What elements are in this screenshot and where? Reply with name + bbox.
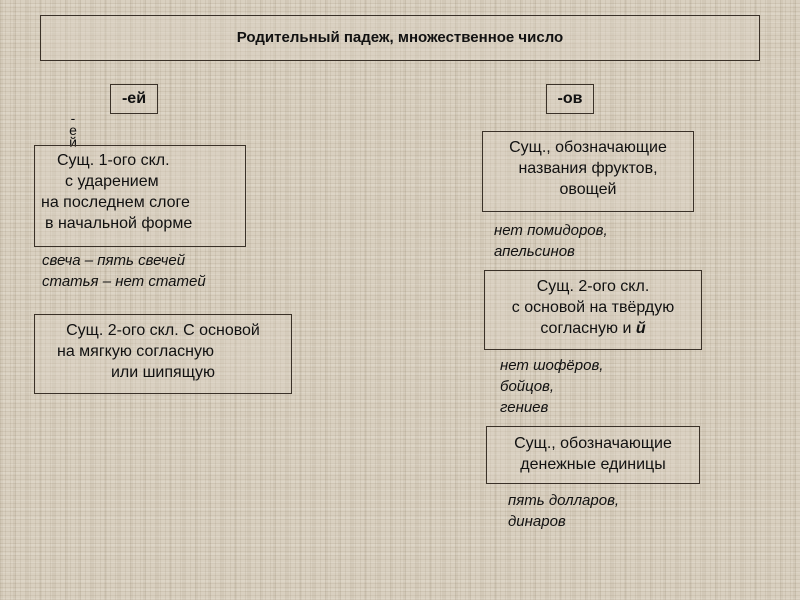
example-line: бойцов,	[500, 378, 555, 395]
rule-line: с ударением	[65, 173, 159, 190]
rule-line: Сущ. 2-ого скл.	[536, 278, 650, 295]
rule-line: денежные единицы	[520, 456, 666, 473]
rule-line-with-letter	[485, 318, 701, 339]
example-line: нет шофёров,	[500, 357, 604, 374]
vertical-ending-marker	[66, 112, 80, 148]
example-line: гениев	[500, 399, 549, 416]
example-line: динаров	[508, 513, 566, 530]
ending-ey-label: -ей	[110, 84, 158, 114]
examples-currency-units	[508, 490, 619, 532]
rule-line: Сущ., обозначающие	[514, 435, 672, 452]
rule-line: или шипящую	[110, 364, 216, 381]
rule-box-second-declension-hard	[484, 270, 702, 350]
example-line: апельсинов	[494, 243, 575, 260]
vertical-marker-char: -	[70, 110, 76, 126]
rule-box-second-declension-soft	[34, 314, 292, 394]
examples-first-declension	[42, 250, 206, 292]
example-line: свеча – пять свечей	[42, 252, 186, 269]
example-line: статья – нет статей	[42, 273, 206, 290]
rule-line-text: согласную и	[540, 320, 636, 337]
rule-box-fruits-vegetables	[482, 131, 694, 212]
rule-line: названия фруктов,	[518, 160, 658, 177]
vertical-marker-char: й	[69, 134, 77, 150]
rule-line: на последнем слоге	[41, 194, 190, 211]
slide-title: Родительный падеж, множественное число	[40, 15, 760, 61]
rule-line: Сущ., обозначающие	[509, 139, 667, 156]
vertical-marker-char: е	[69, 122, 77, 138]
rule-line: на мягкую согласную	[57, 343, 214, 360]
rule-box-currency-units	[486, 426, 700, 484]
examples-fruits-vegetables	[494, 220, 608, 262]
rule-line: Сущ. 1-ого скл.	[57, 152, 170, 169]
example-line: нет помидоров,	[494, 222, 608, 239]
rule-line: в начальной форме	[45, 215, 193, 232]
highlighted-letter: й	[635, 320, 646, 337]
example-line: пять долларов,	[508, 492, 620, 509]
ending-ov-label: -ов	[546, 84, 594, 114]
rule-line: овощей	[559, 181, 617, 198]
rule-line: с основой на твёрдую	[511, 299, 675, 316]
rule-line: Сущ. 2-ого скл. С основой	[66, 322, 260, 339]
examples-second-declension-hard	[500, 355, 603, 418]
rule-box-first-declension	[34, 145, 246, 247]
